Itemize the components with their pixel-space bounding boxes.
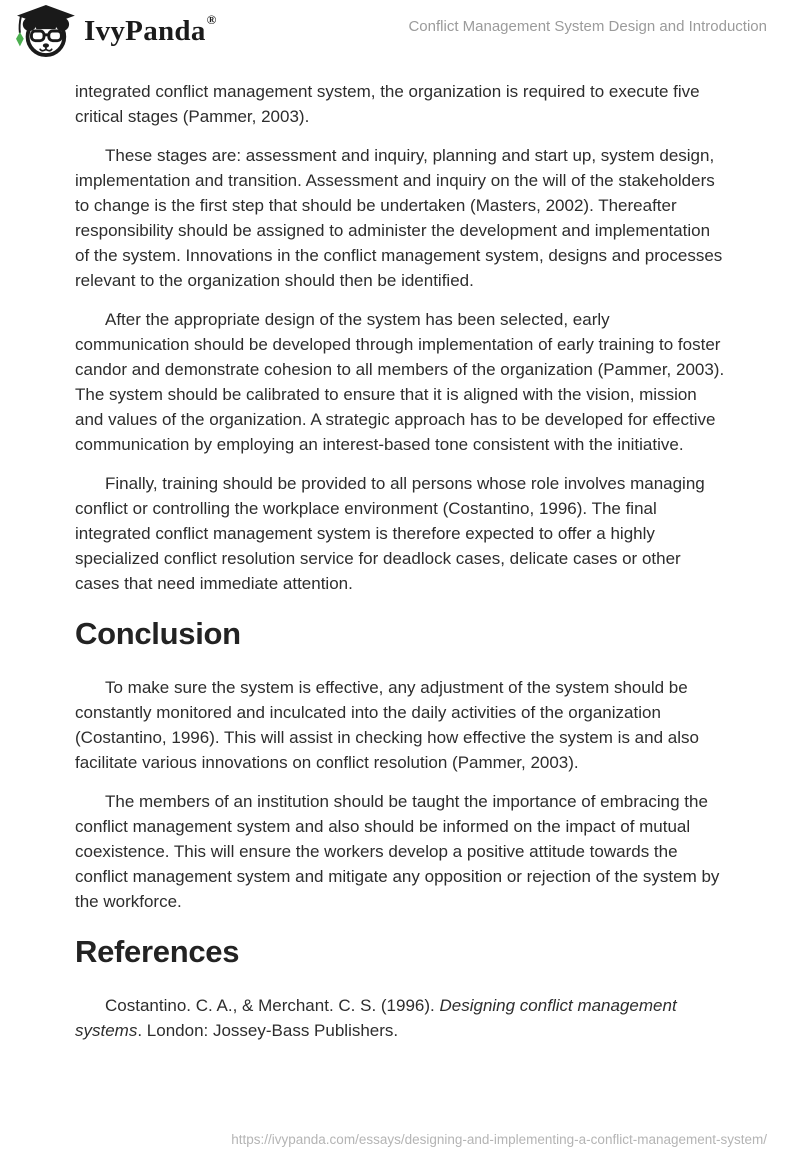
document-title: Conflict Management System Design and Introduction <box>408 18 767 35</box>
source-url: https://ivypanda.com/essays/designing-and-implementing-a-conflict-management-system/ <box>231 1132 767 1147</box>
brand-logo <box>10 4 216 58</box>
references-heading: References <box>75 934 240 969</box>
reference-title: Designing conflict management systems <box>75 996 677 1040</box>
page-header <box>0 0 800 62</box>
reference-publisher: . London: Jossey-Bass Publishers. <box>137 1021 399 1040</box>
essay-body <box>75 79 725 1043</box>
reference-authors-year: Costantino. C. A., & Merchant. C. S. (1996). <box>105 996 440 1015</box>
conclusion-heading: Conclusion <box>75 616 241 651</box>
paragraph: These stages are: assessment and inquiry, planning and start up, system design, implementation and transition. Assessment and inquiry on the will of the stakeholders to change is the first step that should be undertaken (Masters, 2002). Thereafter responsibility should be assigned to administer the development and implementation of the system. Innovations in the conflict management system, designs and processes relevant to the organization should then be identified. <box>75 146 723 290</box>
brand-name: IvyPanda <box>84 15 206 47</box>
paragraph: integrated conflict management system, the organization is required to execute five critical stages (Pammer, 2003). <box>75 82 700 126</box>
paragraph: The members of an institution should be taught the importance of embracing the conflict management system and also should be informed on the impact of mutual coexistence. This will ensure the workers develop a positive attitude towards the conflict management system and mitigate any opposition or rejection of the system by the workforce. <box>75 792 720 911</box>
registered-trademark-mark: ® <box>206 12 217 27</box>
reference-entry <box>75 993 725 1043</box>
panda-graduation-logo-icon <box>10 4 78 58</box>
paragraph: After the appropriate design of the system has been selected, early communication should be developed through implementation of early training to foster candor and demonstrate cohesion to all members of the organization (Pammer, 2003). The system should be calibrated to ensure that it is aligned with the vision, mission and values of the organization. A strategic approach has to be developed for effective communication by employing an interest-based tone consistent with the initiative. <box>75 310 725 454</box>
paragraph: Finally, training should be provided to all persons whose role involves managing conflict or controlling the workplace environment (Costantino, 1996). The final integrated conflict management system is therefore expected to offer a highly specialized conflict resolution service for deadlock cases, delicate cases or other cases that need immediate attention. <box>75 474 705 593</box>
paragraph: To make sure the system is effective, any adjustment of the system should be constantly monitored and inculcated into the daily activities of the organization (Costantino, 1996). This will assist in checking how effective the system is and also facilitate various innovations on conflict resolution (Pammer, 2003). <box>75 678 699 772</box>
